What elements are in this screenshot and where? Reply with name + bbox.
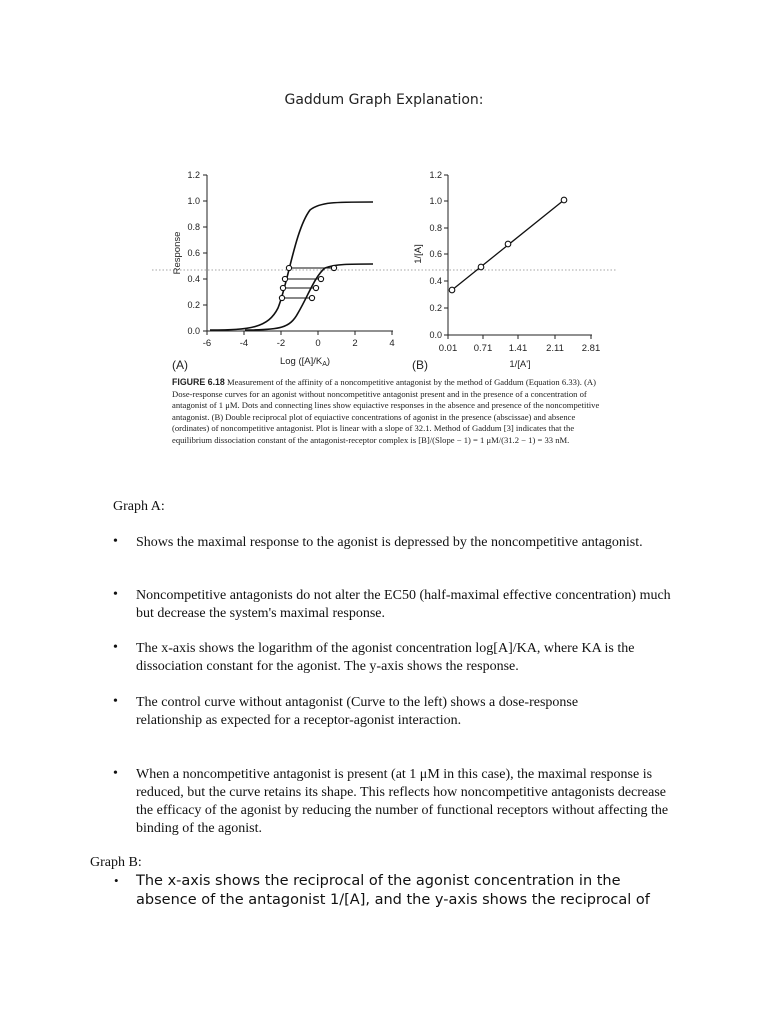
panel-a	[172, 170, 395, 372]
panel-b-xtick: 2.11	[546, 343, 564, 354]
bullet-dot: •	[113, 534, 118, 549]
panel-b-ytick: 0.8	[429, 223, 442, 233]
panel-b-ytick: 0.0	[429, 330, 442, 340]
figure-caption-text: Measurement of the affinity of a noncompetitive antagonist by the method of Gaddum (Equation 6.33). (A) Dose-response curves for an agonist without noncompetitive antagonist present and in the presence of a concentration of antagonist of 1 μM. Dots and connecting lines show equiactive responses in the absence and presence of the noncompetitive antagonist. (B) Double reciprocal plot of equiactive concentrations of agonist in the presence (abscissae) and absence (ordinates) of noncompetitive antagonist. Plot is linear with a slope of 32.1. Method of Gaddum [3] indicates that the equilibrium dissociation constant of the antagonist-receptor complex is [B]/(Slope − 1) = 1 μM/(31.2 − 1) = 33 nM.	[172, 377, 600, 445]
panel-a-label: (A)	[172, 358, 188, 372]
panel-a-xtick: 0	[315, 338, 321, 349]
panel-a-ytick: 1.0	[187, 196, 200, 206]
panel-a-ytick: 0.0	[187, 326, 200, 336]
panel-a-ytick: 0.2	[187, 300, 200, 310]
panel-a-xtick: -2	[276, 338, 286, 349]
graph-b-bullet-1: The x-axis shows the reciprocal of the agonist concentration in the absence of the antagonist 1/[A], and the y-axis shows the reciprocal of	[136, 873, 650, 908]
antagonist-curve	[245, 264, 373, 330]
panel-a-xtick: 4	[389, 338, 395, 349]
graph-a-bullet-3: The x-axis shows the logarithm of the agonist concentration log[A]/KA, where KA is the dissociation constant for the agonist. The y-axis shows the response.	[136, 641, 635, 674]
bullet-dot: •	[113, 587, 118, 602]
panel-b-ytick: 0.4	[429, 276, 442, 286]
data-point	[561, 197, 567, 203]
panel-a-y-axis-label: Response	[172, 231, 183, 275]
panel-b-ytick: 1.2	[429, 170, 442, 180]
data-point	[449, 287, 455, 293]
panel-b-y-axis-label: 1/[A]	[413, 244, 424, 264]
panel-a-ytick: 0.8	[187, 222, 200, 232]
graph-a-bullet-5: When a noncompetitive antagonist is present (at 1 μM in this case), the maximal response is reduced, but the curve retains its shape. This reflects how noncompetitive antagonists decrease the efficacy of the agonist by reducing the number of functional receptors without affecting the binding of the agonist.	[136, 767, 669, 836]
graph-a-bullet-4: The control curve without antagonist (Curve to the left) shows a dose-response relationship as expected for a receptor-agonist interaction.	[136, 695, 579, 728]
panel-b-ytick: 1.0	[429, 196, 442, 206]
panel-b-xtick: 2.81	[581, 343, 601, 354]
panel-b	[412, 170, 600, 372]
figure-caption	[172, 377, 604, 447]
panel-a-x-axis-label: Log $([A]/K_A)$	[279, 356, 331, 368]
panel-b-label: (B)	[412, 358, 428, 372]
bullet-dot: •	[113, 640, 118, 655]
panel-a-ytick: 0.4	[187, 274, 200, 284]
panel-a-ytick: 0.6	[187, 248, 200, 258]
panel-b-x-axis-label: 1/[A']	[509, 359, 531, 370]
bullet-dot: •	[114, 873, 119, 888]
bullet-dot: •	[113, 694, 118, 709]
panel-b-xtick: 0.01	[438, 343, 458, 354]
panel-b-ytick: 0.2	[429, 303, 442, 313]
graph-a-bullet-2: Noncompetitive antagonists do not alter the EC50 (half-maximal effective concentration) much but decrease the system's maximal response.	[136, 588, 671, 621]
bullet-dot: •	[113, 766, 118, 781]
graph-b-heading: Graph B:	[90, 855, 142, 870]
graph-a-bullet-1: Shows the maximal response to the agonist is depressed by the noncompetitive antagonist.	[136, 535, 643, 550]
figure-caption-label: FIGURE 6.18	[172, 377, 225, 387]
panel-b-ytick: 0.6	[429, 249, 442, 259]
panel-a-xtick: -4	[239, 338, 249, 349]
data-point	[505, 241, 511, 247]
data-point	[478, 264, 484, 270]
panel-b-xtick: 0.71	[473, 343, 493, 354]
page-title: Gaddum Graph Explanation:	[284, 92, 484, 108]
panel-a-ytick: 1.2	[187, 170, 200, 180]
control-curve	[210, 202, 373, 330]
panel-b-xtick: 1.41	[508, 343, 528, 354]
panel-a-xtick: 2	[352, 338, 358, 349]
graph-a-heading: Graph A:	[113, 499, 165, 514]
panel-a-xtick: -6	[202, 338, 212, 349]
